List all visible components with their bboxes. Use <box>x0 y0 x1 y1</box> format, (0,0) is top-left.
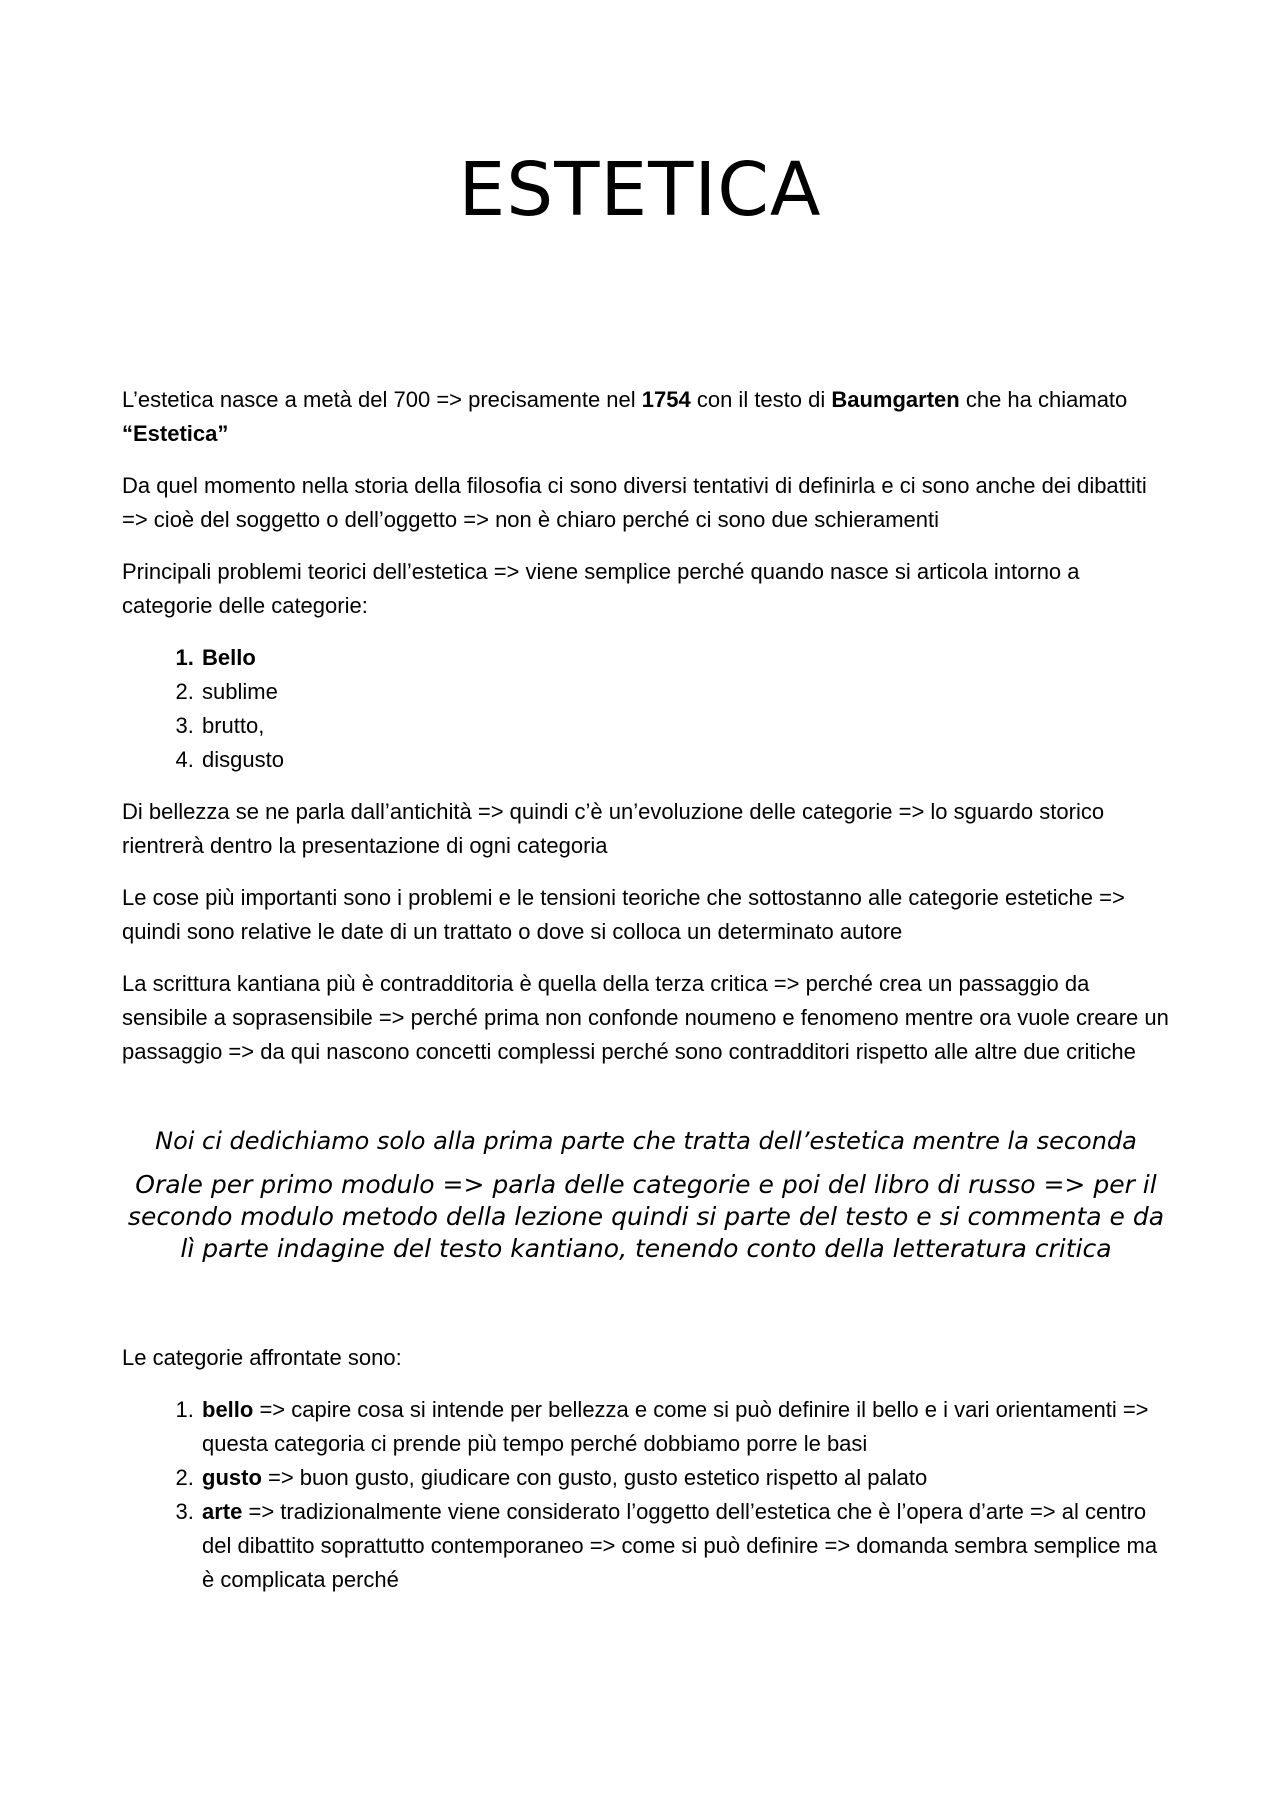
text-run: che ha chiamato <box>959 387 1128 412</box>
bold-year: 1754 <box>641 387 691 412</box>
list-item: 4. disgusto <box>200 743 1170 777</box>
category-list <box>122 641 1170 777</box>
list-item: 2. gusto => buon gusto, giudicare con gusto, gusto estetico rispetto al palato <box>200 1461 1170 1495</box>
italic-note-course: Noi ci dedichiamo solo alla prima parte che tratta dell’estetica mentre la seconda <box>155 1127 1137 1155</box>
document-title: ESTETICA <box>458 147 822 233</box>
paragraph-categories-intro: Le categorie affrontate sono: <box>122 1345 402 1370</box>
paragraph-intro <box>122 383 1170 451</box>
paragraph-problems: Principali problemi teorici dell’estetica => viene semplice perché quando nasce si articola intorno a categorie delle categorie: <box>122 559 1080 618</box>
document-body <box>122 383 1170 1615</box>
italic-note-exam: Orale per primo modulo => parla delle categorie e poi del libro di russo => per il secondo modulo metodo della lezione quindi si parte del testo e si commenta e da lì parte indagine del testo kantiano, tenendo conto della letteratura critica <box>127 1170 1165 1263</box>
bold-work-title: “Estetica” <box>122 421 229 446</box>
list-item: 1. bello => capire cosa si intende per bellezza e come si può definire il bello e i vari orientamenti => questa categoria ci prende più tempo perché dobbiamo porre le basi <box>200 1393 1170 1461</box>
paragraph-kant: La scrittura kantiana più è contradditoria è quella della terza critica => perché crea un passaggio da sensibile a soprasensibile => perché prima non confonde noumeno e fenomeno mentre ora vuole creare un passaggio => da qui nascono concetti complessi perché sono contradditori rispetto alle altre due critiche <box>122 971 1169 1064</box>
categories-detail-list <box>122 1393 1170 1597</box>
paragraph-tensions: Le cose più importanti sono i problemi e le tensioni teoriche che sottostanno alle categorie estetiche => quindi sono relative le date di un trattato o dove si colloca un determinato autore <box>122 885 1125 944</box>
text-run: L’estetica nasce a metà del 700 => precisamente nel <box>122 387 642 412</box>
list-item: 3. arte => tradizionalmente viene considerato l’oggetto dell’estetica che è l’opera d’arte => al centro del dibattito soprattutto contemporaneo => come si può definire => domanda sembra semplice ma è complicata perché <box>200 1495 1170 1597</box>
text-run: con il testo di <box>690 387 832 412</box>
paragraph-debate: Da quel momento nella storia della filosofia ci sono diversi tentativi di definirla e ci sono anche dei dibattiti => cioè del soggetto o dell’oggetto => non è chiaro perché ci sono due schieramenti <box>122 473 1147 532</box>
paragraph-beauty: Di bellezza se ne parla dall’antichità => quindi c’è un’evoluzione delle categorie => lo sguardo storico rientrerà dentro la presentazione di ogni categoria <box>122 799 1105 858</box>
list-item: 3. brutto, <box>200 709 1170 743</box>
bold-author: Baumgarten <box>831 387 960 412</box>
list-item: 1. Bello <box>200 641 1170 675</box>
list-item: 2. sublime <box>200 675 1170 709</box>
